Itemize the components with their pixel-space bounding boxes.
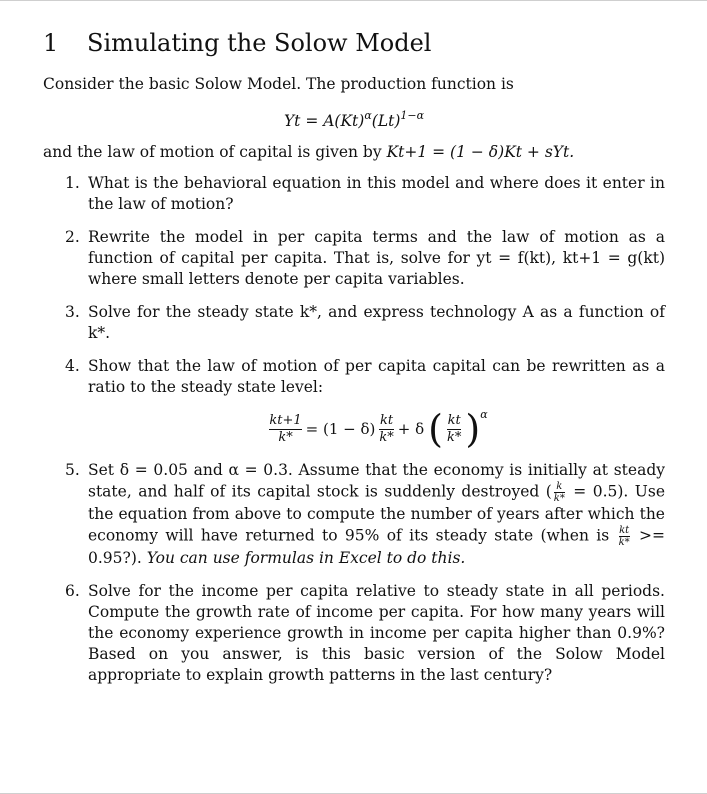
inline-fraction-den: k* — [618, 537, 630, 548]
question-item — [43, 173, 665, 215]
intro-paragraph: Consider the basic Solow Model. The production function is — [43, 75, 514, 93]
production-function-exp: 1−α — [400, 109, 425, 122]
inline-fraction — [619, 525, 630, 548]
question-number: 5. — [65, 461, 80, 479]
question-note: You can use formulas in Excel to do this. — [146, 549, 466, 567]
question-item — [43, 460, 665, 569]
question-number: 3. — [65, 303, 80, 321]
ratio-equation — [88, 407, 665, 451]
ratio-frac-2 — [379, 413, 393, 446]
inline-fraction-num: k — [556, 481, 563, 492]
question-text: What is the behavioral equation in this model and where does it enter in the law of motion? — [88, 174, 665, 213]
ratio-frac-1-den: k* — [278, 429, 293, 445]
left-paren: ( — [428, 407, 443, 451]
question-item — [43, 356, 665, 451]
question-text: Solve for the steady state k*, and express technology A as a function of k*. — [88, 303, 665, 342]
law-of-motion-paragraph — [43, 142, 665, 163]
ratio-frac-2-num: kt — [380, 412, 394, 428]
ratio-frac-3-num: kt — [447, 412, 461, 428]
production-function-lhs: Yt = A(Kt) — [283, 112, 365, 130]
inline-fraction-den: k* — [553, 493, 565, 504]
ratio-eq-plus: + δ — [397, 419, 425, 438]
ratio-frac-1 — [269, 413, 301, 446]
question-number: 1. — [65, 174, 80, 192]
question-item — [43, 302, 665, 344]
inline-fraction — [554, 481, 565, 504]
ratio-frac-3 — [447, 413, 461, 446]
question-text: Show that the law of motion of per capita capital can be rewritten as a ratio to the steady state level: — [88, 357, 665, 396]
question-text-c: >= 0.95?). — [88, 526, 665, 567]
question-text-a: Set δ = 0.05 and α = 0.3. Assume that the economy is initially at steady state, and half of its capital stock is suddenly destroyed ( — [88, 461, 665, 501]
law-intro-text: and the law of motion of capital is given by — [43, 143, 382, 161]
production-function-alpha: α — [364, 109, 372, 122]
production-function-mid: (Lt) — [371, 112, 401, 130]
question-number: 4. — [65, 357, 80, 375]
right-paren: ) — [465, 407, 481, 451]
question-text-b: = 0.5). Use the equation from above to compute the number of years after which the economy will have returned to 95% of its steady state (when is — [88, 482, 665, 545]
document-page — [43, 27, 665, 698]
law-of-motion-equation: Kt+1 = (1 − δ)Kt + sYt. — [386, 143, 575, 161]
top-rule — [0, 0, 707, 1]
ratio-eq-exponent: α — [480, 408, 488, 421]
ratio-eq-middle: = (1 − δ) — [305, 419, 376, 438]
ratio-frac-2-den: k* — [379, 429, 394, 445]
question-number: 6. — [65, 582, 80, 600]
question-item — [43, 227, 665, 290]
section-title: Simulating the Solow Model — [87, 29, 432, 57]
question-text: Rewrite the model in per capita terms and the law of motion as a function of capital per capita. That is, solve for yt = f(kt), kt+1 = g(kt) where small letters denote per capita variables. — [88, 228, 665, 288]
section-heading — [43, 27, 665, 59]
question-item — [43, 581, 665, 686]
question-list — [43, 173, 665, 686]
section-number: 1 — [43, 29, 59, 57]
question-text: Solve for the income per capita relative to steady state in all periods. Compute the growth rate of income per capita. For how many years will the economy experience growth in income per capita higher than 0.9%? Based on you answer, is this basic version of the Solow Model appropriate to explain growth patterns in the last century? — [88, 582, 665, 684]
inline-fraction-num: kt — [619, 525, 630, 536]
ratio-frac-1-num: kt+1 — [269, 412, 302, 428]
ratio-frac-3-den: k* — [446, 429, 462, 445]
question-number: 2. — [65, 228, 80, 246]
production-function-equation — [43, 105, 665, 132]
